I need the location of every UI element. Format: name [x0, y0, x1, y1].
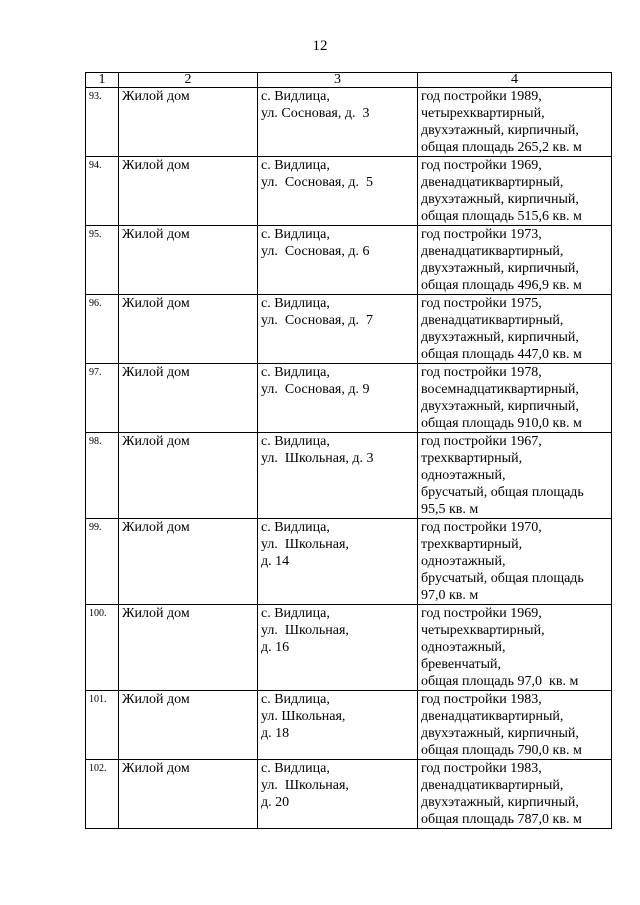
description-line: брусчатый, общая площадь — [421, 485, 584, 500]
object-address — [258, 226, 418, 295]
address-line: ул. Сосновая, д. 9 — [261, 382, 370, 397]
object-description — [418, 760, 612, 829]
address-line: д. 16 — [261, 640, 290, 655]
address-line: ул. Сосновая, д. 6 — [261, 244, 370, 259]
address-line: ул. Сосновая, д. 3 — [261, 106, 370, 121]
description-line: 97,0 кв. м — [421, 588, 479, 603]
description-line: общая площадь 515,6 кв. м — [421, 209, 582, 224]
row-number: 102. — [86, 760, 119, 829]
description-line: год постройки 1970, — [421, 520, 542, 535]
address-line: с. Видлица, — [261, 296, 330, 311]
description-line: двухэтажный, кирпичный, — [421, 795, 579, 810]
object-description — [418, 691, 612, 760]
description-line: общая площадь 97,0 кв. м — [421, 674, 579, 689]
address-line: с. Видлица, — [261, 761, 330, 776]
address-line: с. Видлица, — [261, 434, 330, 449]
object-description — [418, 295, 612, 364]
row-number: 98. — [86, 433, 119, 519]
description-line: год постройки 1975, — [421, 296, 542, 311]
object-type: Жилой дом — [119, 364, 258, 433]
object-type: Жилой дом — [119, 226, 258, 295]
description-line: двенадцатиквартирный, — [421, 778, 564, 793]
object-address — [258, 364, 418, 433]
object-address — [258, 605, 418, 691]
column-header-1: 1 — [86, 73, 119, 88]
object-description — [418, 433, 612, 519]
object-address — [258, 760, 418, 829]
column-header-4: 4 — [418, 73, 612, 88]
table-header-row — [86, 73, 612, 88]
address-line: ул. Школьная, — [261, 709, 346, 724]
property-table — [85, 72, 612, 829]
description-line: трехквартирный, — [421, 451, 523, 466]
object-address — [258, 157, 418, 226]
description-line: год постройки 1969, — [421, 606, 542, 621]
row-number: 94. — [86, 157, 119, 226]
description-line: год постройки 1989, — [421, 89, 542, 104]
object-address — [258, 295, 418, 364]
row-number: 99. — [86, 519, 119, 605]
description-line: двухэтажный, кирпичный, — [421, 399, 579, 414]
address-line: ул. Сосновая, д. 7 — [261, 313, 373, 328]
object-type: Жилой дом — [119, 691, 258, 760]
address-line: ул. Сосновая, д. 5 — [261, 175, 373, 190]
description-line: двухэтажный, кирпичный, — [421, 330, 579, 345]
object-description — [418, 226, 612, 295]
description-line: одноэтажный, — [421, 468, 506, 483]
table-row — [86, 364, 612, 433]
object-type: Жилой дом — [119, 295, 258, 364]
address-line: с. Видлица, — [261, 227, 330, 242]
description-line: год постройки 1973, — [421, 227, 542, 242]
address-line: с. Видлица, — [261, 365, 330, 380]
object-description — [418, 364, 612, 433]
description-line: одноэтажный, — [421, 554, 506, 569]
object-type: Жилой дом — [119, 157, 258, 226]
description-line: двухэтажный, кирпичный, — [421, 123, 579, 138]
address-line: с. Видлица, — [261, 520, 330, 535]
object-address — [258, 433, 418, 519]
description-line: общая площадь 787,0 кв. м — [421, 812, 582, 827]
table-row — [86, 157, 612, 226]
address-line: ул. Школьная, — [261, 623, 349, 638]
row-number: 97. — [86, 364, 119, 433]
object-type: Жилой дом — [119, 760, 258, 829]
description-line: общая площадь 447,0 кв. м — [421, 347, 582, 362]
row-number: 100. — [86, 605, 119, 691]
description-line: двухэтажный, кирпичный, — [421, 261, 579, 276]
table-row — [86, 760, 612, 829]
description-line: общая площадь 790,0 кв. м — [421, 743, 582, 758]
row-number: 96. — [86, 295, 119, 364]
object-type: Жилой дом — [119, 519, 258, 605]
address-line: ул. Школьная, — [261, 778, 349, 793]
address-line: д. 14 — [261, 554, 290, 569]
description-line: одноэтажный, — [421, 640, 506, 655]
description-line: год постройки 1967, — [421, 434, 542, 449]
description-line: восемнадцатиквартирный, — [421, 382, 579, 397]
description-line: год постройки 1983, — [421, 692, 542, 707]
object-description — [418, 519, 612, 605]
address-line: с. Видлица, — [261, 692, 330, 707]
object-description — [418, 157, 612, 226]
description-line: двухэтажный, кирпичный, — [421, 192, 579, 207]
address-line: ул. Школьная, — [261, 537, 349, 552]
table-row — [86, 226, 612, 295]
address-line: ул. Школьная, д. 3 — [261, 451, 374, 466]
description-line: двухэтажный, кирпичный, — [421, 726, 579, 741]
description-line: двенадцатиквартирный, — [421, 244, 564, 259]
column-header-2: 2 — [119, 73, 258, 88]
object-type: Жилой дом — [119, 605, 258, 691]
description-line: общая площадь 496,9 кв. м — [421, 278, 582, 293]
description-line: бревенчатый, — [421, 657, 501, 672]
description-line: трехквартирный, — [421, 537, 523, 552]
table-row — [86, 295, 612, 364]
object-type: Жилой дом — [119, 433, 258, 519]
table-row — [86, 605, 612, 691]
description-line: год постройки 1983, — [421, 761, 542, 776]
column-header-3: 3 — [258, 73, 418, 88]
description-line: общая площадь 265,2 кв. м — [421, 140, 582, 155]
table-row — [86, 88, 612, 157]
row-number: 95. — [86, 226, 119, 295]
row-number: 101. — [86, 691, 119, 760]
description-line: год постройки 1969, — [421, 158, 542, 173]
description-line: брусчатый, общая площадь — [421, 571, 584, 586]
description-line: общая площадь 910,0 кв. м — [421, 416, 582, 431]
object-address — [258, 691, 418, 760]
description-line: 95,5 кв. м — [421, 502, 479, 517]
address-line: д. 20 — [261, 795, 290, 810]
description-line: двенадцатиквартирный, — [421, 175, 564, 190]
object-type: Жилой дом — [119, 88, 258, 157]
page-number: 12 — [312, 38, 328, 54]
address-line: д. 18 — [261, 726, 290, 741]
object-description — [418, 605, 612, 691]
description-line: четырехквартирный, — [421, 106, 545, 121]
row-number: 93. — [86, 88, 119, 157]
object-address — [258, 88, 418, 157]
address-line: с. Видлица, — [261, 606, 330, 621]
description-line: двенадцатиквартирный, — [421, 709, 564, 724]
description-line: двенадцатиквартирный, — [421, 313, 564, 328]
table-row — [86, 433, 612, 519]
address-line: с. Видлица, — [261, 158, 330, 173]
object-description — [418, 88, 612, 157]
description-line: год постройки 1978, — [421, 365, 542, 380]
address-line: с. Видлица, — [261, 89, 330, 104]
description-line: четырехквартирный, — [421, 623, 545, 638]
table-row — [86, 691, 612, 760]
object-address — [258, 519, 418, 605]
table-row — [86, 519, 612, 605]
